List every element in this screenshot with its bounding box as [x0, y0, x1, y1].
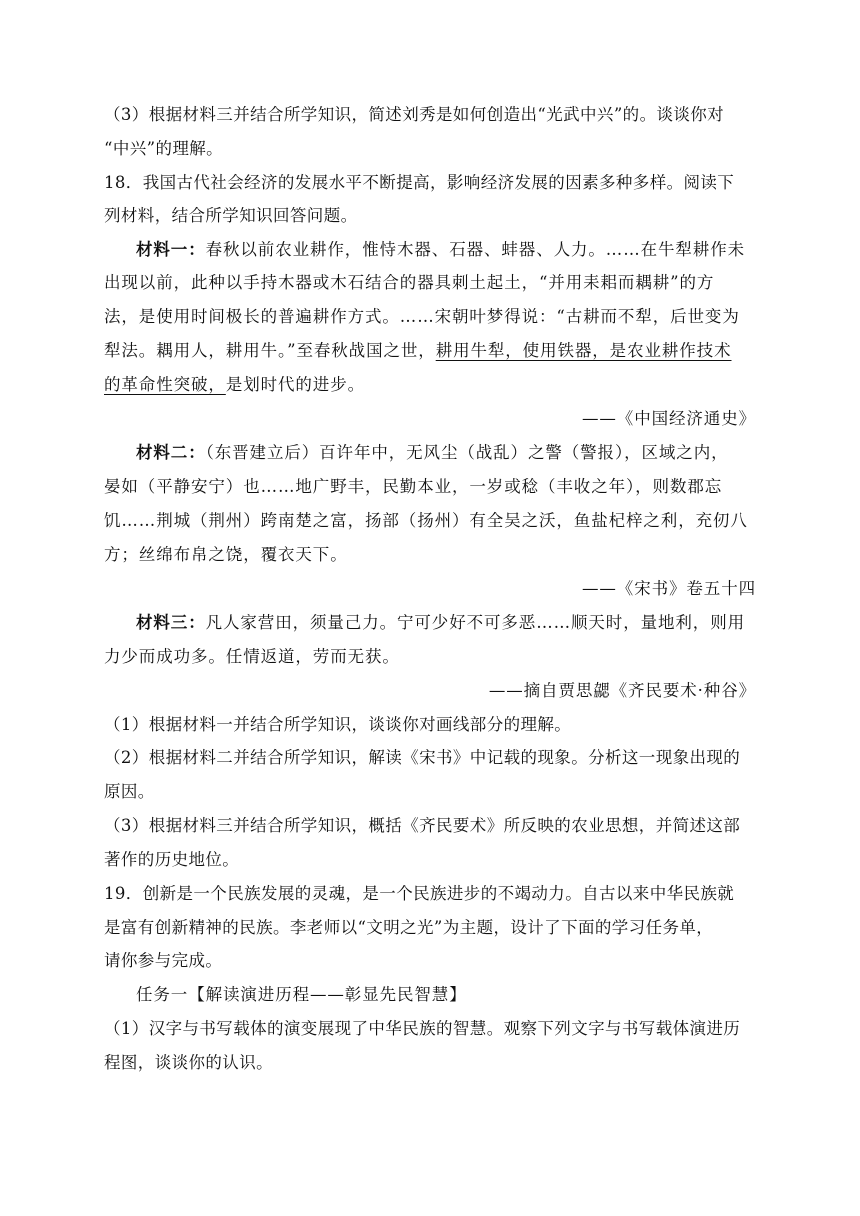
material-1-line4-text: 犁法。耦用人，耕用牛。”至春秋战国之世， — [104, 341, 436, 360]
q18-stem-line2: 列材料，结合所学知识回答问题。 — [104, 206, 358, 225]
material-2-label: 材料二： — [136, 443, 206, 462]
q19-stem-line2: 是富有创新精神的民族。李老师以“文明之光”为主题，设计了下面的学习任务单， — [104, 918, 714, 937]
q18-stem-line1: 18．我国古代社会经济的发展水平不断提高，影响经济发展的因素多种多样。阅读下 — [104, 173, 735, 192]
q19-stem-line1: 19．创新是一个民族发展的灵魂，是一个民族进步的不竭动力。自古以来中华民族就 — [104, 884, 735, 903]
material-1-line5-text: 是划时代的进步。 — [225, 375, 366, 394]
underlined-passage-part1: 耕用牛犁，使用铁器，是农业耕作技术 — [435, 341, 732, 360]
material-2-text: （东晋建立后）百许年中，无风尘（战乱）之警（警报），区域之内， — [205, 443, 729, 462]
material-1-text: 春秋以前农业耕作，惟恃木器、石器、蚌器、人力。……在牛犁耕作未 — [205, 240, 746, 259]
q18-part2-line2: 原因。 — [104, 782, 155, 801]
material-3-source: ——摘自贾思勰《齐民要术·种谷》 — [488, 681, 756, 700]
q19-part1-line1: （1）汉字与书写载体的演变展现了中华民族的智慧。观察下列文字与书写载体演进历 — [104, 1019, 741, 1038]
material-2-line3: 饥……荆城（荆州）跨南楚之富，扬部（扬州）有全吴之沃，鱼盐杞梓之利，充仞八 — [104, 511, 748, 530]
material-3-text: 凡人家营田，须量己力。宁可少好不可多恶……顺天时，量地利，则用 — [205, 613, 746, 632]
q18-part3-line2: 著作的历史地位。 — [104, 850, 240, 869]
material-1-line1 — [136, 238, 796, 262]
material-1-line3: 法，是使用时间极长的普遍耕作方式。……宋朝叶梦得说：“古耕而不犁，后世变为 — [104, 307, 740, 326]
q19-task1-heading: 任务一【解读演进历程——彰显先民智慧】 — [136, 985, 467, 1004]
q18-part2-line1: （2）根据材料二并结合所学知识，解读《宋书》中记载的现象。分析这一现象出现的 — [104, 748, 741, 767]
material-2-line4: 方；丝绵布帛之饶，覆衣天下。 — [104, 545, 348, 564]
material-2-line2: 晏如（平静安宁）也……地广野丰，民勤本业，一岁或稔（丰收之年），则数郡忘 — [104, 477, 723, 496]
q17-part3-line1: （3）根据材料三并结合所学知识，简述刘秀是如何创造出“光武中兴”的。谈谈你对 — [104, 105, 725, 124]
q18-part1: （1）根据材料一并结合所学知识，谈谈你对画线部分的理解。 — [104, 715, 572, 734]
q18-part3-line1: （3）根据材料三并结合所学知识，概括《齐民要术》所反映的农业思想，并简述这部 — [104, 816, 741, 835]
material-1-line4 — [104, 339, 764, 363]
underlined-passage-part2: 的革命性突破， — [104, 375, 226, 394]
q17-part3-line2: “中兴”的理解。 — [104, 139, 224, 158]
q19-part1-line2: 程图，谈谈你的认识。 — [104, 1053, 273, 1072]
material-3-line2: 力少而成功多。任情返道，劳而无获。 — [104, 647, 400, 666]
material-3-line1 — [136, 611, 796, 635]
material-1-label: 材料一： — [136, 240, 206, 259]
material-2-source: ——《宋书》卷五十四 — [582, 579, 756, 598]
material-1-line2: 出现以前，此种以手持木器或木石结合的器具刺土起土，“并用耒耜而耦耕”的方 — [104, 273, 715, 292]
material-3-label: 材料三： — [136, 613, 206, 632]
material-1-source: ——《中国经济通史》 — [582, 409, 756, 428]
material-1-line5 — [104, 373, 764, 397]
q19-stem-line3: 请你参与完成。 — [104, 951, 223, 970]
material-2-line1 — [136, 441, 796, 465]
